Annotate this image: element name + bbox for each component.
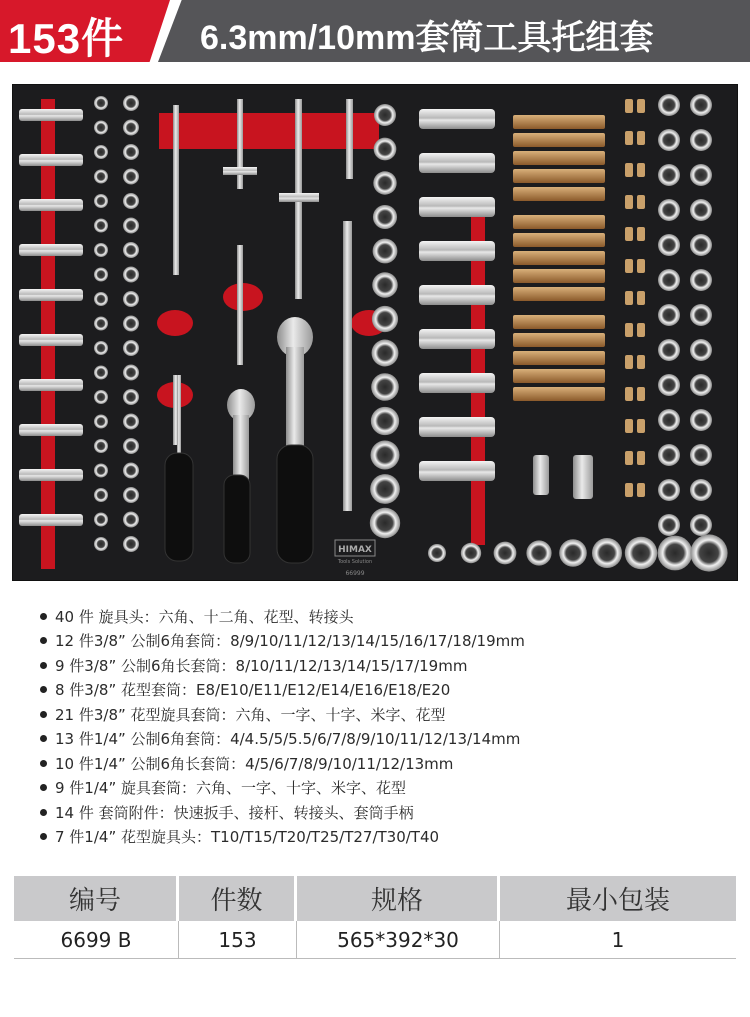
bit-icon [637, 99, 645, 113]
socket-icon [123, 536, 139, 552]
bullet-icon [40, 637, 47, 644]
socket-icon [658, 304, 680, 326]
socket-icon [658, 374, 680, 396]
socket-icon [461, 543, 481, 563]
tray-model-label: 66999 [345, 570, 365, 577]
deep-socket-icon [419, 241, 495, 261]
adapter-icon [346, 99, 353, 179]
socket-icon [94, 121, 108, 135]
socket-icon [94, 243, 108, 257]
tool-tray-illustration [13, 85, 738, 581]
socket-icon [690, 374, 712, 396]
bit-icon [637, 259, 645, 273]
bit-icon [625, 291, 633, 305]
socket-icon [94, 268, 108, 282]
socket-icon [94, 145, 108, 159]
deep-socket-icon [419, 197, 495, 217]
socket-icon [123, 389, 139, 405]
long-socket-icon [19, 289, 83, 301]
long-extension-icon [343, 221, 352, 511]
socket-icon [658, 199, 680, 221]
header-piece-count: 件数 [179, 876, 297, 921]
socket-icon [123, 267, 139, 283]
bit-icon [637, 291, 645, 305]
socket-icon [372, 306, 398, 332]
bit-socket-icon [513, 315, 605, 329]
spec-item: 13 件1/4” 公制6角套筒：4/4.5/5/5.5/6/7/8/9/10/11/12/13/14mm [40, 727, 720, 752]
socket-icon [123, 512, 139, 528]
bit-socket-icon [513, 169, 605, 183]
bullet-icon [40, 833, 47, 840]
socket-icon [94, 317, 108, 331]
bit-icon [637, 483, 645, 497]
deep-socket-icon [419, 329, 495, 349]
bit-socket-icon [513, 215, 605, 229]
long-socket-icon [19, 379, 83, 391]
bullet-icon [40, 613, 47, 620]
spec-item: 12 件3/8” 公制6角套筒：8/9/10/11/12/13/14/15/16/17/18/19mm [40, 629, 720, 654]
socket-icon [690, 164, 712, 186]
extension-bar-icon [173, 105, 179, 275]
socket-icon [559, 539, 587, 567]
socket-icon [123, 144, 139, 160]
bit-socket-icon [513, 369, 605, 383]
long-socket-icon [19, 154, 83, 166]
spinner-handle-icon [165, 453, 193, 561]
socket-icon [658, 339, 680, 361]
table-row [14, 921, 736, 959]
socket-icon [658, 234, 680, 256]
bit-icon [637, 419, 645, 433]
spec-item: 14 件 套筒附件：快速扳手、接杆、转接头、套筒手柄 [40, 800, 720, 825]
socket-icon [123, 291, 139, 307]
header-min-package: 最小包装 [500, 876, 736, 921]
socket-icon [428, 544, 446, 562]
socket-icon [690, 129, 712, 151]
socket-icon [592, 538, 622, 568]
header-banner [0, 0, 750, 66]
socket-icon [658, 514, 680, 536]
socket-icon [94, 537, 108, 551]
socket-icon [123, 193, 139, 209]
bit-socket-icon [513, 233, 605, 247]
socket-icon [373, 205, 397, 229]
socket-icon [94, 390, 108, 404]
socket-icon [658, 269, 680, 291]
socket-icon [123, 438, 139, 454]
header-model-no: 编号 [14, 876, 179, 921]
bit-icon [637, 355, 645, 369]
universal-joint-icon [533, 455, 549, 495]
long-socket-icon [19, 514, 83, 526]
bit-icon [637, 163, 645, 177]
table-header-row [14, 876, 736, 921]
universal-joint-icon [573, 455, 593, 499]
socket-icon [658, 479, 680, 501]
socket-icon [690, 199, 712, 221]
bit-icon [625, 451, 633, 465]
socket-icon [94, 439, 108, 453]
socket-icon [94, 96, 108, 110]
bullet-icon [40, 735, 47, 742]
spec-list [40, 604, 720, 849]
ratchet-grip-icon [277, 445, 313, 563]
t-handle-icon [279, 193, 319, 202]
product-title: 6.3mm/10mm套筒工具托组套 [200, 19, 654, 57]
socket-icon [690, 269, 712, 291]
socket-icon [370, 508, 400, 538]
spec-item: 8 件3/8” 花型套筒：E8/E10/E11/E12/E14/E16/E18/E20 [40, 678, 720, 703]
socket-icon [690, 234, 712, 256]
socket-icon [690, 94, 712, 116]
bit-icon [625, 419, 633, 433]
extension-bar-icon [237, 245, 243, 365]
socket-icon [371, 441, 400, 470]
bit-icon [625, 355, 633, 369]
socket-icon [494, 542, 517, 565]
socket-icon [370, 474, 400, 504]
deep-socket-icon [419, 417, 495, 437]
socket-icon [658, 164, 680, 186]
socket-icon [374, 138, 397, 161]
socket-icon [94, 292, 108, 306]
socket-icon [690, 444, 712, 466]
bullet-icon [40, 784, 47, 791]
spec-item: 9 件3/8” 公制6角长套筒：8/10/11/12/13/14/15/17/19mm [40, 653, 720, 678]
socket-icon [658, 409, 680, 431]
bit-icon [637, 195, 645, 209]
bullet-icon [40, 711, 47, 718]
spec-item: 21 件3/8” 花型旋具套筒：六角、一字、十字、米字、花型 [40, 702, 720, 727]
bit-icon [625, 195, 633, 209]
bullet-icon [40, 809, 47, 816]
socket-icon [123, 242, 139, 258]
cell-min-package: 1 [611, 927, 625, 952]
header-dimensions: 规格 [297, 876, 500, 921]
socket-icon [371, 407, 399, 435]
socket-icon [123, 316, 139, 332]
bit-socket-icon [513, 351, 605, 365]
bullet-icon [40, 662, 47, 669]
socket-icon [123, 95, 139, 111]
cell-model-no: 6699 B [14, 921, 179, 958]
socket-icon [94, 219, 108, 233]
socket-icon [658, 536, 693, 571]
spec-table [14, 876, 736, 959]
socket-icon [94, 366, 108, 380]
socket-icon [94, 464, 108, 478]
bullet-icon [40, 686, 47, 693]
socket-icon [373, 171, 396, 194]
long-socket-icon [19, 109, 83, 121]
bit-icon [625, 259, 633, 273]
ratchet-handle-icon [286, 347, 304, 457]
socket-icon [94, 488, 108, 502]
bit-icon [637, 323, 645, 337]
bit-socket-icon [513, 387, 605, 401]
socket-icon [94, 513, 108, 527]
bit-icon [637, 387, 645, 401]
socket-icon [690, 514, 712, 536]
socket-icon [372, 272, 398, 298]
bit-icon [637, 227, 645, 241]
cell-dimensions: 565*392*30 [297, 921, 500, 958]
socket-icon [372, 340, 399, 367]
bit-icon [637, 451, 645, 465]
socket-icon [690, 304, 712, 326]
socket-icon [690, 534, 727, 571]
bit-socket-icon [513, 115, 605, 129]
socket-icon [123, 218, 139, 234]
bit-socket-icon [513, 151, 605, 165]
deep-socket-icon [419, 461, 495, 481]
bit-icon [625, 131, 633, 145]
spec-item: 7 件1/4” 花型旋具头：T10/T15/T20/T25/T27/T30/T40 [40, 825, 720, 850]
bit-socket-icon [513, 133, 605, 147]
spec-item: 9 件1/4” 旋具套筒：六角、一字、十字、米字、花型 [40, 776, 720, 801]
socket-icon [374, 104, 396, 126]
tray-subtitle-label: Tools Solution [337, 559, 373, 565]
bit-socket-icon [513, 251, 605, 265]
socket-icon [123, 340, 139, 356]
socket-icon [94, 194, 108, 208]
long-socket-icon [19, 469, 83, 481]
bit-icon [637, 131, 645, 145]
long-socket-icon [19, 199, 83, 211]
socket-icon [94, 341, 108, 355]
deep-socket-icon [419, 109, 495, 129]
bit-socket-icon [513, 187, 605, 201]
cell-piece-count: 153 [179, 921, 297, 958]
socket-icon [123, 414, 139, 430]
extension-bar-icon [237, 99, 243, 189]
socket-icon [94, 415, 108, 429]
socket-icon [123, 487, 139, 503]
bit-icon [625, 227, 633, 241]
socket-icon [658, 129, 680, 151]
socket-icon [94, 170, 108, 184]
bit-socket-icon [513, 269, 605, 283]
bit-socket-icon [513, 287, 605, 301]
bit-icon [625, 387, 633, 401]
socket-icon [690, 479, 712, 501]
bit-socket-icon [513, 333, 605, 347]
bit-icon [625, 163, 633, 177]
bit-icon [625, 99, 633, 113]
deep-socket-icon [419, 373, 495, 393]
long-socket-icon [19, 334, 83, 346]
socket-icon [526, 540, 551, 565]
socket-icon [123, 463, 139, 479]
socket-icon [123, 120, 139, 136]
socket-icon [690, 339, 712, 361]
deep-socket-icon [419, 153, 495, 173]
spec-item: 40 件 旋具头：六角、十二角、花型、转接头 [40, 604, 720, 629]
deep-socket-icon [419, 285, 495, 305]
socket-icon [658, 94, 680, 116]
t-handle-icon [223, 167, 257, 175]
bit-icon [625, 323, 633, 337]
long-socket-icon [19, 244, 83, 256]
piece-count: 153件 [8, 15, 125, 62]
socket-icon [373, 239, 398, 264]
product-photo [12, 84, 738, 581]
ratchet-grip-icon [224, 475, 250, 563]
socket-icon [625, 537, 657, 569]
tray-brand-label: HIMAX [338, 545, 372, 555]
socket-icon [123, 365, 139, 381]
spinner-shaft-icon [177, 375, 181, 455]
spec-item: 10 件1/4” 公制6角长套筒：4/5/6/7/8/9/10/11/12/13mm [40, 751, 720, 776]
long-socket-icon [19, 424, 83, 436]
bullet-icon [40, 760, 47, 767]
socket-icon [690, 409, 712, 431]
socket-icon [123, 169, 139, 185]
socket-icon [371, 373, 399, 401]
socket-icon [658, 444, 680, 466]
bit-icon [625, 483, 633, 497]
